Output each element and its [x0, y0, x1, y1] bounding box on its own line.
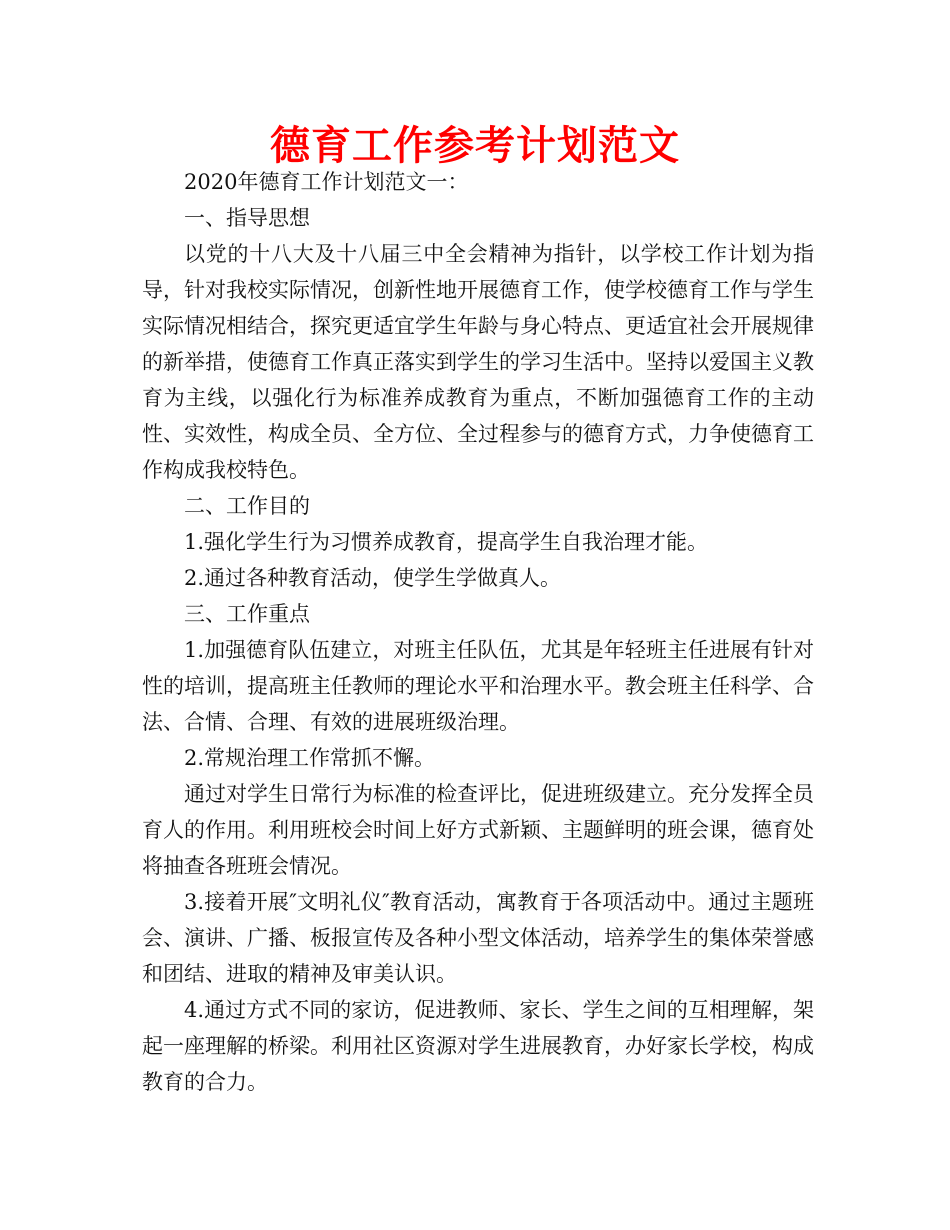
section-heading-work-goals: 二、工作目的: [184, 494, 310, 518]
paragraph-focus-2: 2.常规治理工作常抓不懈。: [184, 746, 436, 770]
paragraph-focus-3: 3.接着开展″文明礼仪″教育活动，寓教育于各项活动中。通过主题班会、演讲、广播、板报宣传及各种小型文体活动，培养学生的集体荣誉感和团结、进取的精神及审美认识。: [142, 890, 814, 986]
document-body: [142, 164, 814, 1100]
paragraph-focus-2-detail: 通过对学生日常行为标准的检查评比，促进班级建立。充分发挥全员育人的作用。利用班校会时间上好方式新颖、主题鲜明的班会课，德育处将抽查各班班会情况。: [142, 782, 814, 878]
section-heading-work-focus: 三、工作重点: [184, 602, 310, 626]
paragraph-goal-1: 1.强化学生行为习惯养成教育，提高学生自我治理才能。: [184, 530, 709, 554]
paragraph-focus-1: 1.加强德育队伍建立，对班主任队伍，尤其是年轻班主任进展有针对性的培训，提高班主任教师的理论水平和治理水平。教会班主任科学、合法、合情、合理、有效的进展班级治理。: [142, 638, 814, 734]
paragraph-focus-4: 4.通过方式不同的家访，促进教师、家长、学生之间的互相理解，架起一座理解的桥梁。利用社区资源对学生进展教育，办好家长学校，构成教育的合力。: [142, 998, 814, 1094]
paragraph-plan-heading: 2020年德育工作计划范文一：: [184, 170, 469, 194]
section-heading-guiding-thought: 一、指导思想: [184, 206, 310, 230]
document-title: 德育工作参考计划范文: [270, 122, 680, 169]
paragraph-guiding-thought: 以党的十八大及十八届三中全会精神为指针，以学校工作计划为指导，针对我校实际情况，创新性地开展德育工作，使学校德育工作与学生实际情况相结合，探究更适宜学生年龄与身心特点、更适宜社会开展规律的新举措，使德育工作真正落实到学生的学习生活中。坚持以爱国主义教育为主线，以强化行为标准养成教育为重点，不断加强德育工作的主动性、实效性，构成全员、全方位、全过程参与的德育方式，力争使德育工作构成我校特色。: [142, 242, 814, 482]
paragraph-goal-2: 2.通过各种教育活动，使学生学做真人。: [184, 566, 562, 590]
